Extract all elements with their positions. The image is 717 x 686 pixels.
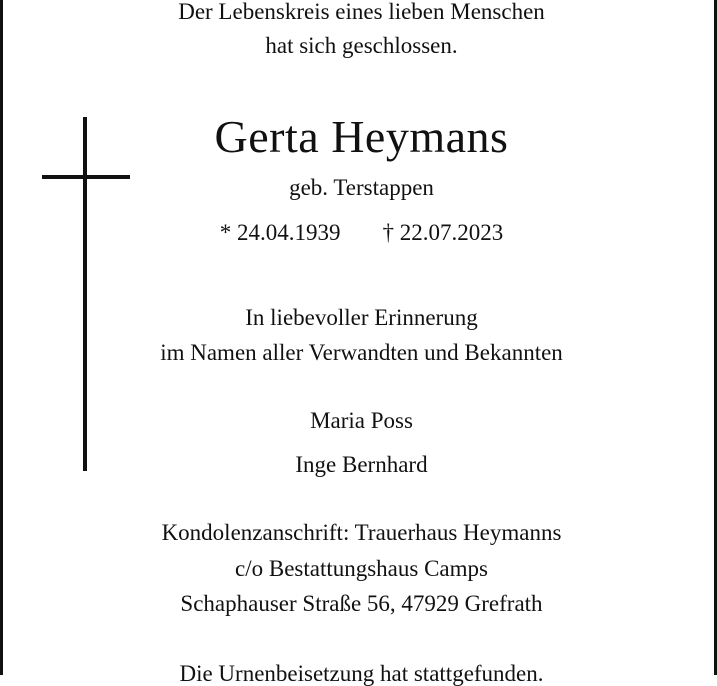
intro-line-2: hat sich geschlossen. [265,33,458,58]
address-line-2: c/o Bestattungshaus Camps [235,556,488,581]
mourner-1: Maria Poss [310,408,413,433]
closing-line-1: Die Urnenbeisetzung hat stattgefunden. [179,661,544,686]
address-line-1: Kondolenzanschrift: Trauerhaus Heymanns [161,520,562,545]
address-line-3: Schaphauser Straße 56, 47929 Grefrath [180,591,543,616]
maiden-name: geb. Terstappen [289,175,434,200]
life-dates [3,221,717,244]
deceased-name: Gerta Heymans [214,111,509,162]
mourner-2: Inge Bernhard [295,452,428,477]
remembrance-line-1: In liebevoller Erinnerung [245,305,478,330]
intro-line-1: Der Lebenskreis eines lieben Menschen [178,0,545,24]
birth-date: * 24.04.1939 [219,220,341,245]
remembrance-line-2: im Namen aller Verwandten und Bekannten [160,340,563,365]
death-date: † 22.07.2023 [382,220,504,245]
